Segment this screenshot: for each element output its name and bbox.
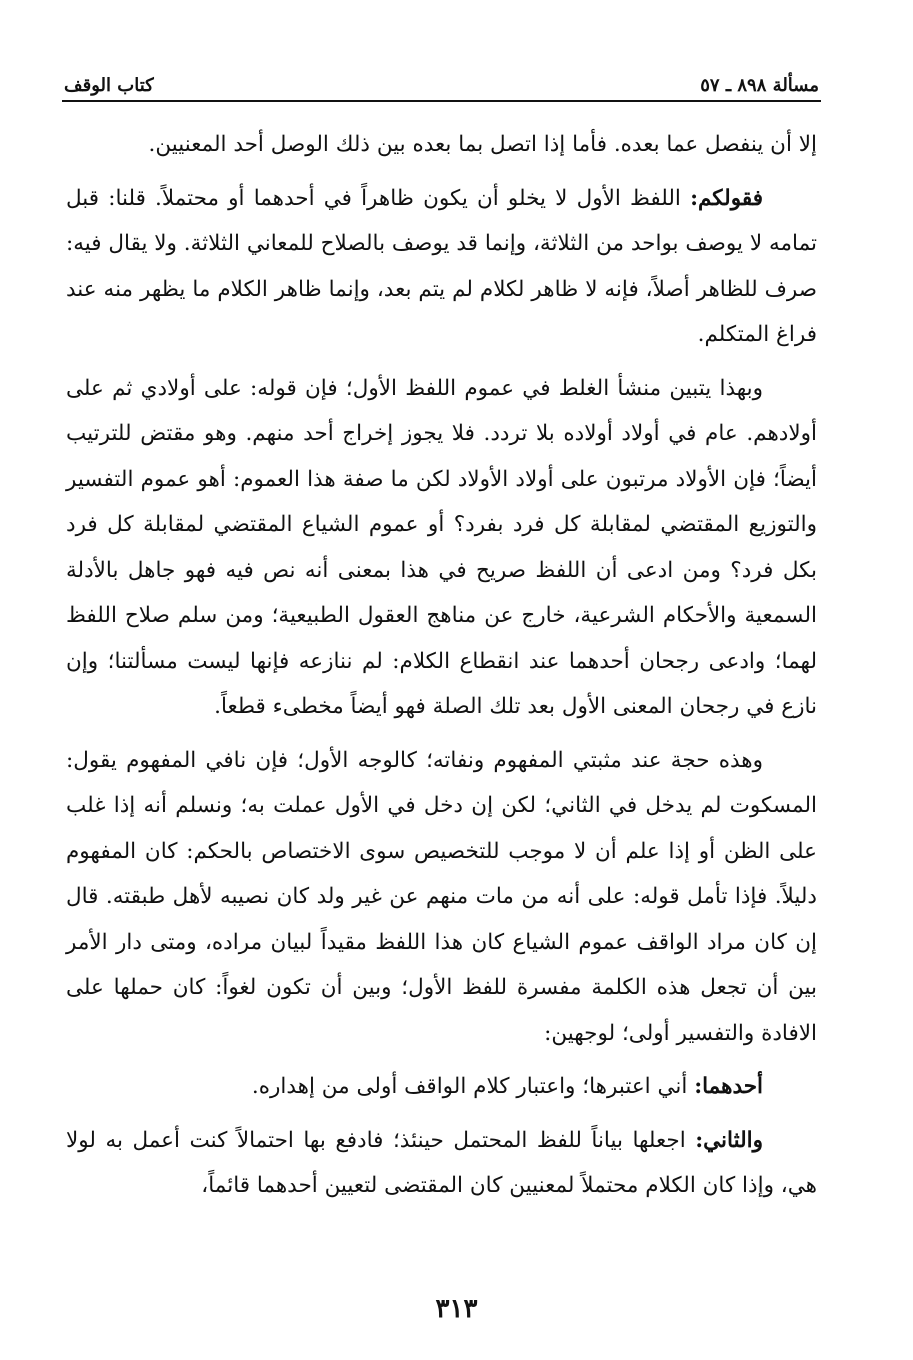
running-head xyxy=(64,62,819,96)
header-book-title: كتاب الوقف xyxy=(64,75,154,96)
paragraph-first-reason xyxy=(66,1064,817,1110)
paragraph-text: وبهذا يتبين منشأ الغلط في عموم اللفظ الأول؛ فإن قوله: على أولادي ثم على أولادهم. عام في أولاد أولاده بلا تردد. فلا يجوز إخراج أحد منهم. وهو مقتض للترتيب أيضاً؛ فإن الأولاد مرتبون على أولاد الأولاد لكن ما صفة هذا العموم: أهو عموم التفسير والتوزيع المقتضي لمقابلة كل فرد بفرد؟ أو عموم الشياع المقتضي لمقابلة كل فرد بكل فرد؟ ومن ادعى أن اللفظ صريح في هذا بمعنى أنه نص فيه فهو جاهل بالأدلة السمعية والأحكام الشرعية، خارج عن مناهج العقول الطبيعية؛ ومن سلم صلاح اللفظ لهما؛ وادعى رجحان أحدهما عند انقطاع الكلام: لم ننازعه فإنها ليست مسألتنا؛ وإن نازع في رجحان المعنى الأول بعد تلك الصلة فهو أيضاً مخطىء قطعاً. xyxy=(66,375,817,719)
paragraph-second-reason xyxy=(66,1118,817,1209)
paragraph-text: إلا أن ينفصل عما بعده. فأما إذا اتصل بما بعده بين ذلك الوصل أحد المعنيين. xyxy=(148,132,817,157)
paragraph-continuation xyxy=(66,122,817,168)
paragraph-fa-qawlukum xyxy=(66,176,817,358)
paragraph-lead: فقولكم: xyxy=(690,185,763,211)
page-number: ٣١٣ xyxy=(435,1294,478,1324)
header-rule xyxy=(62,100,821,102)
paragraph-text: أني اعتبرها؛ واعتبار كلام الواقف أولى من إهداره. xyxy=(251,1074,695,1099)
paragraph-lead: أحدهما: xyxy=(694,1074,763,1099)
paragraph-lead: والثاني: xyxy=(695,1127,763,1153)
paragraph-ghalat-origin xyxy=(66,366,817,730)
paragraph-text: اللفظ الأول لا يخلو أن يكون ظاهراً في أحدهما أو محتملاً. قلنا: قبل تمامه لا يوصف بواحد من الثلاثة، وإنما قد يوصف بالصلاح للمعاني الثلاثة. ولا يقال فيه: صرف للظاهر أصلاً، فإنه لا ظاهر لكلام لم يتم بعد، وإنما ظاهر الكلام ما يظهر منه عند فراغ المتكلم. xyxy=(66,185,817,347)
paragraph-text: وهذه حجة عند مثبتي المفهوم ونفاته؛ كالوجه الأول؛ فإن نافي المفهوم يقول: المسكوت لم يدخل في الثاني؛ لكن إن دخل في الأول عملت به؛ ونسلم أنه إذا غلب على الظن أو إذا علم أن لا موجب للتخصيص سوى الاختصاص بالحكم: كان المفهوم دليلاً. فإذا تأمل قوله: على أنه من مات منهم عن غير ولد كان نصيبه لأهل طبقته. قال إن كان مراد الواقف عموم الشياع كان هذا اللفظ مقيداً لبيان مراده، ومتى دار الأمر بين أن تجعل هذه الكلمة مفسرة للفظ الأول؛ وبين أن تكون لغواً: كان حملها على الافادة والتفسير أولى؛ لوجهين: xyxy=(66,747,817,1046)
header-issue-number: مسألة ٨٩٨ ـ ٥٧ xyxy=(700,75,819,96)
paragraph-mafhum-argument xyxy=(66,738,817,1057)
paragraph-text: اجعلها بياناً للفظ المحتمل حينئذ؛ فادفع بها احتمالاً كنت أعمل به لولا هي، وإذا كان الكلام محتملاً لمعنيين كان المقتضى لتعيين أحدهما قائماً، xyxy=(66,1127,817,1198)
page-body xyxy=(66,122,817,1217)
